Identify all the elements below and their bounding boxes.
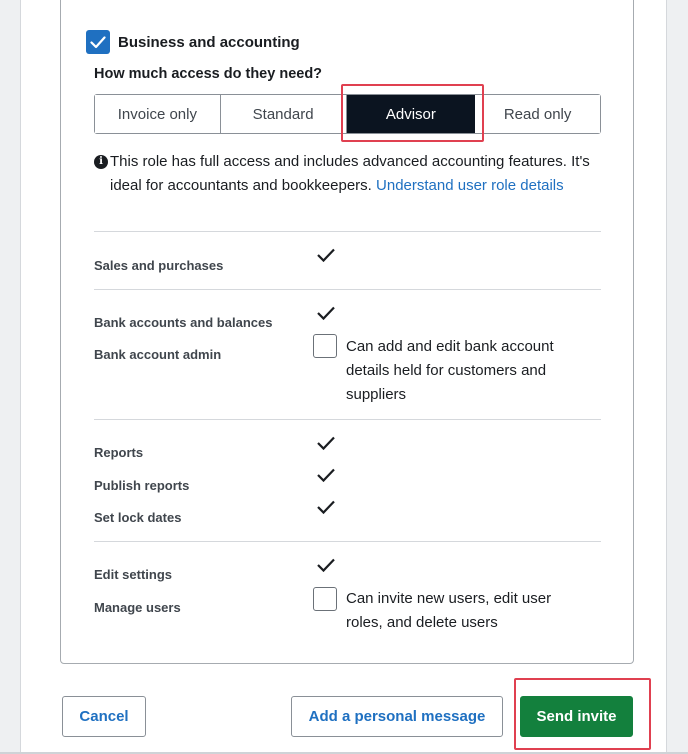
role-read-only[interactable]: Read only: [475, 95, 600, 133]
checkmark-icon: [316, 305, 336, 321]
role-invoice-only[interactable]: Invoice only: [95, 95, 221, 133]
role-info: [94, 150, 604, 198]
checkmark-icon: [316, 247, 336, 263]
right-frame: [666, 0, 688, 754]
info-icon: i: [94, 155, 108, 169]
role-selector: [94, 94, 601, 134]
checkmark-icon: [316, 557, 336, 573]
business-accounting-checkbox[interactable]: [86, 30, 110, 54]
role-advisor[interactable]: Advisor: [347, 95, 476, 133]
role-info-text: [110, 150, 604, 198]
divider: [94, 289, 601, 290]
bank-admin-description: Can add and edit bank account details held for customers and suppliers: [346, 338, 554, 403]
perm-reports: Reports: [94, 445, 144, 460]
send-invite-button[interactable]: Send invite: [520, 696, 633, 737]
section-title: Business and accounting: [118, 33, 300, 51]
cancel-button[interactable]: Cancel: [62, 696, 146, 737]
role-details-link[interactable]: Understand user role details: [376, 177, 564, 194]
perm-manage-users: Manage users: [94, 600, 181, 615]
divider: [94, 541, 601, 542]
perm-lock-dates: Set lock dates: [94, 510, 182, 525]
section-header: [86, 30, 300, 54]
perm-edit-settings: Edit settings: [94, 567, 173, 582]
check-icon: [90, 36, 106, 49]
perm-bank-admin: Bank account admin: [94, 347, 222, 362]
bank-admin-checkbox[interactable]: [313, 334, 337, 358]
divider: [94, 231, 601, 232]
perm-publish-reports: Publish reports: [94, 478, 190, 493]
role-description: This role has full access and includes advanced accounting features. It's ideal for accountants and bookkeepers.: [110, 153, 590, 194]
access-question: How much access do they need?: [94, 66, 323, 82]
checkmark-icon: [316, 435, 336, 451]
role-standard[interactable]: Standard: [221, 95, 347, 133]
checkmark-icon: [316, 467, 336, 483]
left-frame: [0, 0, 21, 754]
perm-sales-purchases: Sales and purchases: [94, 258, 224, 273]
divider: [94, 419, 601, 420]
add-personal-message-button[interactable]: Add a personal message: [291, 696, 503, 737]
checkmark-icon: [316, 499, 336, 515]
manage-users-description: Can invite new users, edit user roles, and delete users: [346, 590, 552, 631]
manage-users-checkbox[interactable]: [313, 587, 337, 611]
perm-bank-accounts: Bank accounts and balances: [94, 315, 273, 330]
